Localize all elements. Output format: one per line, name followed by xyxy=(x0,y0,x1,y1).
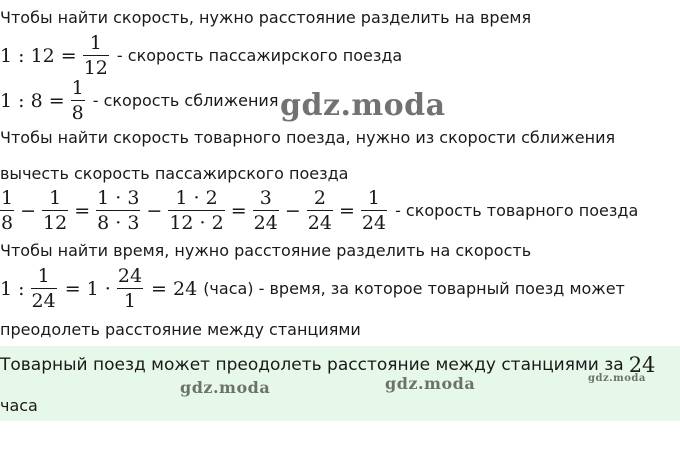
fraction-numerator: 1 xyxy=(49,187,62,209)
fraction xyxy=(253,187,279,234)
watermark-logo: gdz.moda xyxy=(385,374,476,393)
equals-sign: = xyxy=(230,199,247,222)
answer-line xyxy=(0,354,655,376)
line-label: - скорость товарного поезда xyxy=(395,200,639,220)
fraction-denominator: 24 xyxy=(31,290,56,313)
line-subtract-instruction: вычесть скорость пассажирского поезда xyxy=(0,164,349,183)
fraction xyxy=(117,265,143,312)
line-find-speed: Чтобы найти скорость, нужно расстояние разделить на время xyxy=(0,8,532,27)
fraction-numerator: 3 xyxy=(259,187,272,209)
fraction-numerator: 1 · 3 xyxy=(97,187,140,209)
fraction xyxy=(83,32,109,79)
watermark-logo: gdz.moda xyxy=(280,88,446,123)
fraction xyxy=(31,265,57,312)
fraction-denominator: 24 xyxy=(307,212,332,235)
equation-mid: = 1 · xyxy=(64,277,111,300)
fraction-denominator: 8 · 3 xyxy=(97,212,140,235)
fraction-denominator: 1 xyxy=(123,290,136,313)
line-find-time: Чтобы найти время, нужно расстояние разделить на скорость xyxy=(0,241,532,260)
fraction-numerator: 1 xyxy=(367,187,381,209)
fraction xyxy=(42,187,68,234)
fraction-denominator: 12 · 2 xyxy=(169,212,224,235)
minus-sign: − xyxy=(20,199,37,222)
line-freight-speed-calc xyxy=(0,187,638,234)
fraction-numerator: 1 xyxy=(37,265,50,287)
watermark-logo: gdz.moda xyxy=(588,373,646,384)
watermark-logo: gdz.moda xyxy=(180,378,271,397)
minus-sign: − xyxy=(146,199,163,222)
equals-sign: = xyxy=(74,199,91,222)
fraction-denominator: 8 xyxy=(71,102,84,125)
fraction-numerator: 1 · 2 xyxy=(175,187,218,209)
fraction-numerator: 1 xyxy=(1,187,14,209)
line-label: - скорость пассажирского поезда xyxy=(116,45,403,65)
fraction-numerator: 24 xyxy=(117,265,143,287)
fraction xyxy=(96,187,140,234)
fraction-denominator: 24 xyxy=(361,212,387,235)
fraction xyxy=(0,187,14,234)
fraction-denominator: 12 xyxy=(83,57,108,80)
fraction-numerator: 1 xyxy=(89,32,102,54)
fraction xyxy=(168,187,224,234)
answer-value: 24 xyxy=(628,353,656,377)
line-approach-speed xyxy=(0,77,278,124)
line-time-calc xyxy=(0,265,625,312)
equation-lhs: 1 : xyxy=(0,277,25,300)
fraction xyxy=(361,187,387,234)
line-cover-distance: преодолеть расстояние между станциями xyxy=(0,320,361,339)
line-freight-instruction: Чтобы найти скорость товарного поезда, нужно из скорости сближения xyxy=(0,128,616,147)
answer-text: Товарный поезд может преодолеть расстояние между станциями за xyxy=(0,355,624,375)
answer-box xyxy=(0,346,680,421)
equals-sign: = xyxy=(338,199,355,222)
line-passenger-speed xyxy=(0,32,402,79)
line-label: - скорость сближения xyxy=(92,90,279,110)
equation-lhs: 1 : 8 = xyxy=(0,89,65,112)
fraction xyxy=(307,187,333,234)
minus-sign: − xyxy=(284,199,301,222)
fraction-numerator: 2 xyxy=(313,187,326,209)
fraction-denominator: 12 xyxy=(43,212,68,235)
fraction-numerator: 1 xyxy=(71,77,84,99)
fraction-denominator: 8 xyxy=(1,212,14,235)
line-label: (часа) - время, за которое товарный поезд может xyxy=(203,278,625,298)
fraction-denominator: 24 xyxy=(253,212,278,235)
answer-unit: часа xyxy=(0,396,38,415)
equation-lhs: 1 : 12 = xyxy=(0,44,77,67)
fraction xyxy=(71,77,85,124)
equation-rhs: = 24 xyxy=(151,277,198,300)
